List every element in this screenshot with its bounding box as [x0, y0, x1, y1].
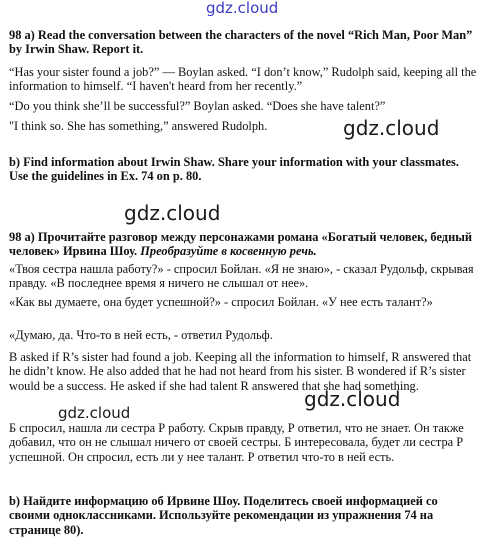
- dialogue-en-line-2: “Do you think she’ll be successful?” Boylan asked. “Does she have talent?”: [9, 99, 386, 113]
- answer-ru: Б спросил, нашла ли сестра Р работу. Скрыв правду, Р ответил, что не знает. Он также добавил, что он не слышал ничего от своей сестры. Б интересовала, будет ли сестра Р успешной. Он спросил, есть ли у нее талант. Р ответил что-то в ней есть.: [9, 421, 464, 464]
- task-b-heading-ru: b) Найдите информацию об Ирвине Шоу. Поделитесь своей информацией со своими одноклассниками. Используйте рекомендации из упражнения 74 на странице 80).: [9, 494, 438, 537]
- dialogue-ru-line-3: «Думаю, да. Что-то в ней есть, - ответил Рудольф.: [9, 328, 273, 342]
- watermark-top: gdz.cloud: [206, 0, 279, 17]
- watermark-3: gdz.cloud: [304, 387, 401, 411]
- task-a-heading-en: 98 a) Read the conversation between the characters of the novel “Rich Man, Poor Man” by Irwin Shaw. Report it.: [9, 28, 473, 57]
- dialogue-ru-line-1: «Твоя сестра нашла работу?» - спросил Бойлан. «Я не знаю», - сказал Рудольф, скрывая правду. «В последнее время я ничего не слышал от нее».: [9, 262, 474, 291]
- watermark-2: gdz.cloud: [124, 201, 221, 225]
- watermark-1: gdz.cloud: [343, 116, 440, 140]
- dialogue-en-line-3: "I think so. She has something,” answered Rudolph.: [9, 119, 268, 133]
- task-a-heading-ru: 98 а) Прочитайте разговор между персонажами романа «Богатый человек, бедный человек» Ирвина Шоу. Преобразуйте в косвенную речь.: [9, 230, 473, 259]
- answer-en: B asked if R’s sister had found a job. Keeping all the information to himself, R answered that he didn’t know. He also added that he had not heard from his sister. B wondered if R’s sister would be a success. He asked if she had talent R answered that she had something.: [9, 350, 472, 393]
- dialogue-en-line-1: “Has your sister found a job?” — Boylan asked. “I don’t know,” Rudolph said, keeping all the information to himself. “I haven't heard from her recently.”: [9, 65, 477, 94]
- dialogue-ru-line-2: «Как вы думаете, она будет успешной?» - спросил Бойлан. «У нее есть талант?»: [9, 295, 433, 309]
- task-b-heading-en: b) Find information about Irwin Shaw. Share your information with your classmates. Use the guidelines in Ex. 74 on p. 80.: [9, 155, 459, 184]
- watermark-4: gdz.cloud: [58, 404, 131, 422]
